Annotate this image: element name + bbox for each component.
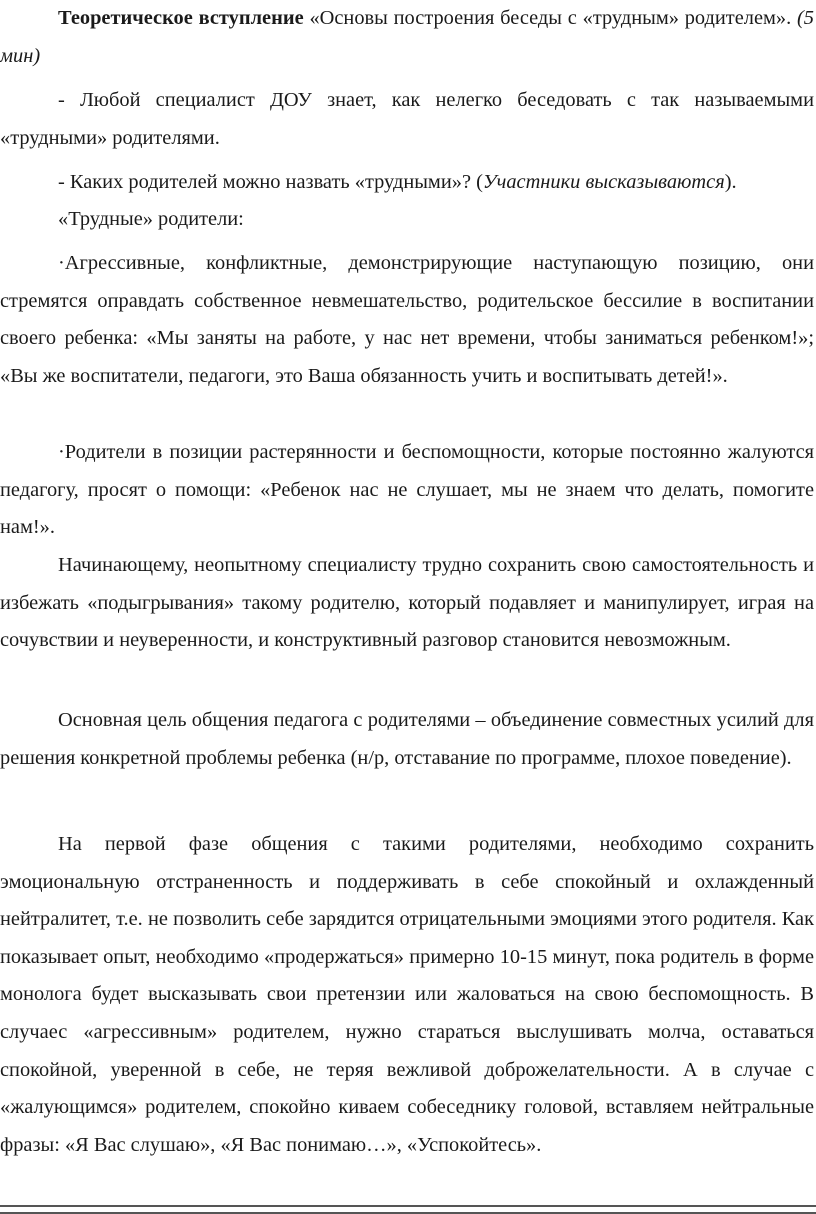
page-bottom-border	[0, 1205, 816, 1214]
paragraph-specialist: - Любой специалист ДОУ знает, как нелегко беседовать с так называемыми «трудными» родителями.	[0, 89, 814, 149]
paragraph-beginner: Начинающему, неопытному специалисту трудно сохранить свою самостоятельность и избежать «подыгрывания» такому родителю, который подавляет и манипулирует, играя на сочувствии и неуверенности, и конструктивный разговор становится невозможным.	[0, 554, 814, 652]
intro-duration: (5 мин)	[0, 7, 814, 67]
paragraph-question	[0, 164, 814, 202]
paragraph-confused: ·Родители в позиции растерянности и беспомощности, которые постоянно жалуются педагогу, просят о помощи: «Ребенок нас не слушает, мы не знаем что делать, помогите нам!».	[0, 441, 814, 539]
paragraph-aggressive: ·Агрессивные, конфликтные, демонстрирующие наступающую позицию, они стремятся оправдать собственное невмешательство, родительское бессилие в воспитании своего ребенка: «Мы заняты на работе, у нас нет времени, чтобы заниматься ребенком!»; «Вы же воспитатели, педагоги, это Ваша обязанность учить и воспитывать детей!».	[0, 252, 814, 387]
question-end: ).	[724, 171, 737, 193]
intro-heading: Теоретическое вступление	[58, 7, 304, 29]
paragraph-first-phase: На первой фазе общения с такими родителями, необходимо сохранить эмоциональную отстраненность и поддерживать в себе спокойный и охлажденный нейтралитет, т.е. не позволить себе зарядится отрицательными эмоциями этого родителя. Как показывает опыт, необходимо «продержаться» примерно 10-15 минут, пока родитель в форме монолога будет высказывать свои претензии или жаловаться на свою беспомощность. В случаес «агрессивным» родителем, нужно стараться выслушивать молча, оставаться спокойной, уверенной в себе, не теряя вежливой доброжелательности. А в случае с «жалующимся» родителем, спокойно киваем собеседнику головой, вставляем нейтральные фразы: «Я Вас слушаю», «Я Вас понимаю…», «Успокойтесь».	[0, 833, 814, 1156]
question-text: - Каких родителей можно назвать «трудными»? (	[58, 171, 483, 193]
intro-paragraph	[0, 0, 814, 75]
question-italic: Участники высказываются	[482, 171, 725, 193]
paragraph-difficult-parents: «Трудные» родители:	[58, 208, 244, 230]
paragraph-goal: Основная цель общения педагога с родителями – объединение совместных усилий для решения конкретной проблемы ребенка (н/р, отставание по программе, плохое поведение).	[0, 709, 814, 769]
intro-text: «Основы построения беседы с «трудным» родителем».	[303, 7, 792, 29]
